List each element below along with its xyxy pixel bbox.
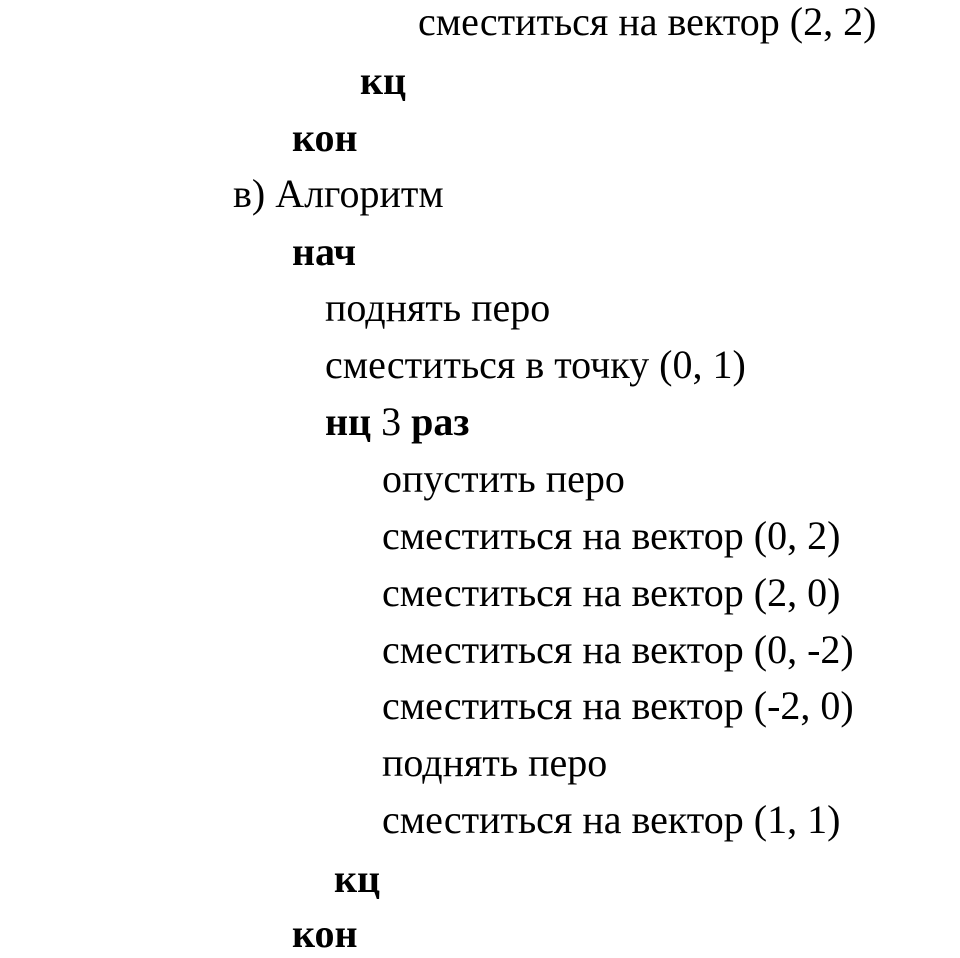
- algorithm-heading: в) Алгоритм: [233, 171, 444, 216]
- keyword-loop-start: нц: [325, 399, 372, 444]
- code-line-pen-up: поднять перо: [325, 285, 551, 330]
- keyword-times: раз: [411, 399, 470, 444]
- code-line-move-to-point: сместиться в точку (0, 1): [325, 342, 746, 387]
- keyword-end: кон: [292, 911, 358, 956]
- code-line-move-vector: сместиться на вектор (2, 2): [418, 0, 877, 44]
- loop-header: [325, 398, 469, 446]
- loop-count: 3: [381, 399, 402, 444]
- loop-body-line: сместиться на вектор (0, 2): [382, 513, 841, 558]
- loop-body-line: поднять перо: [382, 740, 608, 785]
- loop-body-line: сместиться на вектор (0, -2): [382, 627, 854, 672]
- keyword-loop-end: кц: [360, 58, 407, 103]
- keyword-begin: нач: [292, 229, 357, 274]
- loop-body-line: сместиться на вектор (1, 1): [382, 797, 841, 842]
- loop-body-line: сместиться на вектор (2, 0): [382, 570, 841, 615]
- loop-body-line: сместиться на вектор (-2, 0): [382, 683, 854, 728]
- loop-body-line: опустить перо: [382, 456, 625, 501]
- keyword-loop-end: кц: [334, 856, 381, 901]
- keyword-end: кон: [292, 115, 358, 160]
